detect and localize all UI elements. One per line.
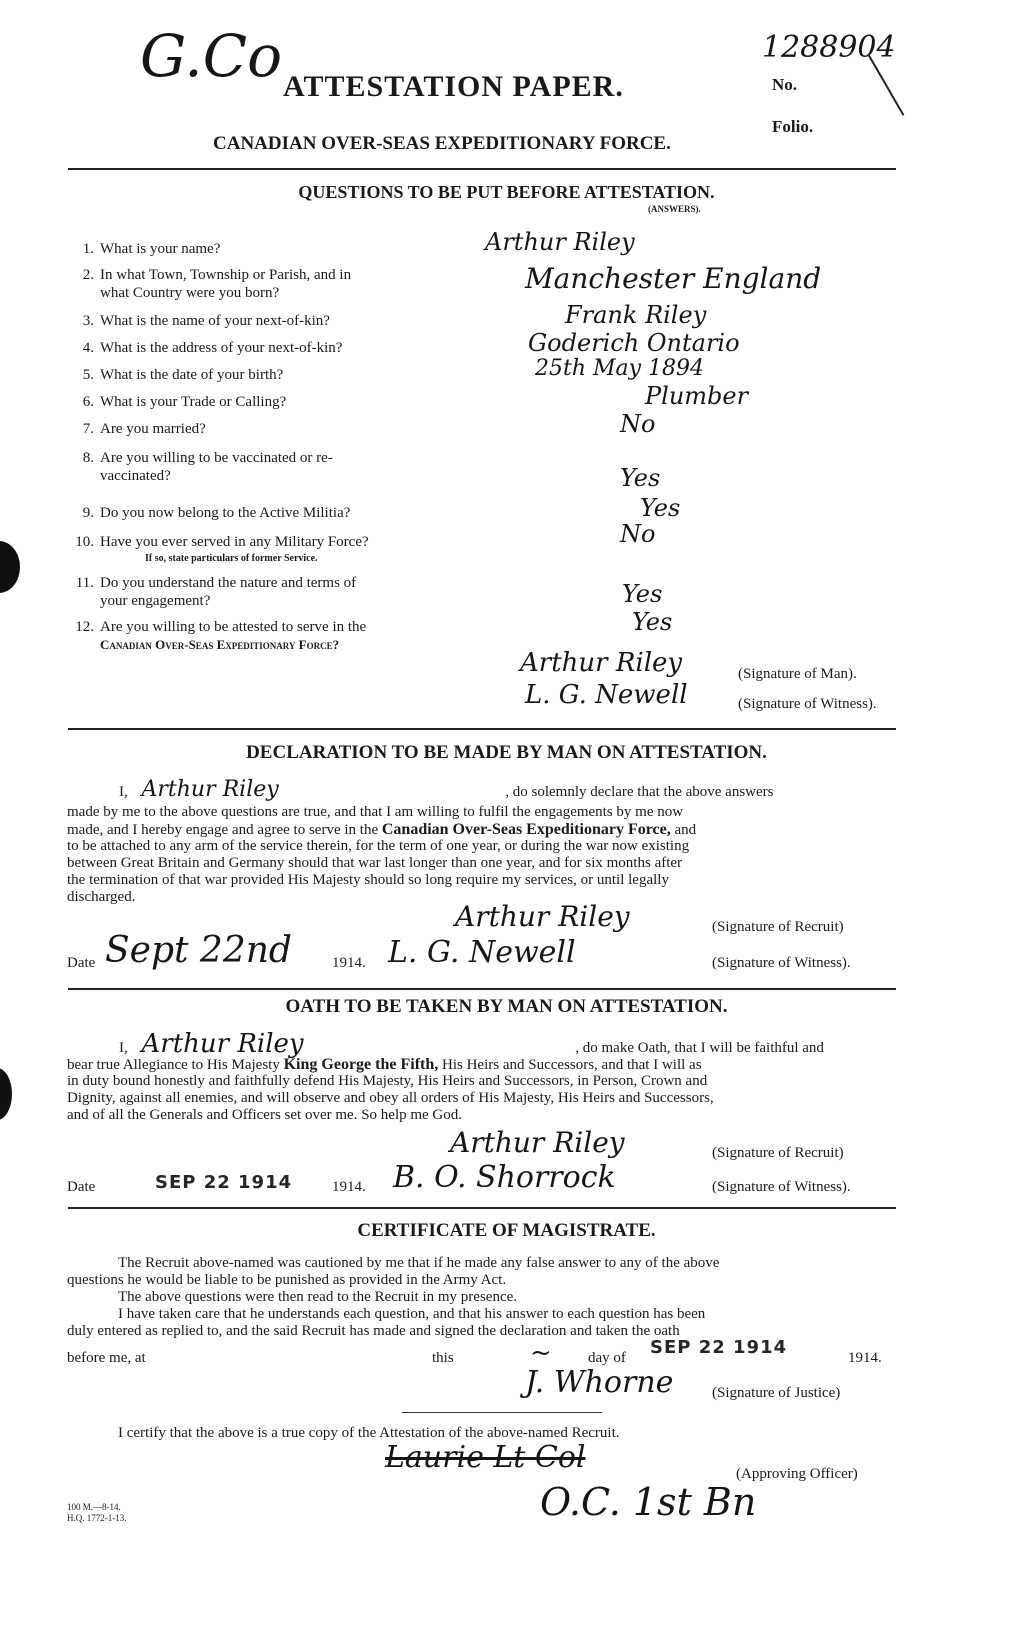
question-8: 8. Are you willing to be vaccinated or re- vaccinated?: [82, 450, 333, 484]
declaration-line-7: discharged.: [67, 889, 136, 905]
oath-line-5: and of all the Generals and Officers set over me. So help me God.: [67, 1107, 463, 1123]
declaration-line-3: made, and I hereby engage and agree to serve in the Canadian Over-Seas Expeditionary Force, and: [67, 821, 697, 838]
answer-7: No: [620, 410, 656, 438]
question-9: 9. Do you now belong to the Active Militia?: [82, 505, 351, 521]
oath-line-3: in duty bound honestly and faithfully defend His Majesty, His Heirs and Successors, in Person, Crown and: [67, 1073, 708, 1089]
question-11: 11. Do you understand the nature and terms of your engagement?: [75, 575, 357, 609]
declaration-line-5: between Great Britain and Germany should that war last longer than one year, and for six months after: [67, 855, 683, 871]
certificate-day-mark: ~: [530, 1338, 552, 1368]
signature-of-justice-label: (Signature of Justice): [712, 1385, 841, 1401]
declaration-signature-recruit: Arthur Riley: [455, 900, 630, 933]
signature-of-justice: J. Whorne: [525, 1365, 674, 1400]
certificate-date-stamp: SEP 22 1914: [650, 1337, 788, 1358]
declaration-heading: DECLARATION TO BE MADE BY MAN ON ATTESTATION.: [246, 742, 767, 763]
certificate-before-me-at: before me, at: [67, 1350, 146, 1366]
declaration-date: Sept 22nd: [105, 930, 292, 971]
oath-signature-witness: B. O. Shorrock: [393, 1160, 616, 1195]
signature-of-man: Arthur Riley: [520, 648, 683, 678]
oath-year: 1914.: [332, 1179, 366, 1195]
certify-true-copy: I certify that the above is a true copy of the Attestation of the above-named Recruit.: [118, 1425, 620, 1441]
question-7: 7. Are you married?: [82, 421, 206, 437]
approving-officer-signature: Laurie Lt Col: [385, 1440, 586, 1475]
oath-line-4: Dignity, against all enemies, and will observe and obey all orders of His Majesty, His Heirs and Successors,: [67, 1090, 714, 1106]
answer-9: Yes: [640, 494, 681, 522]
answer-11: Yes: [622, 580, 663, 608]
certificate-line-2: questions he would be liable to be punished as provided in the Army Act.: [67, 1272, 507, 1288]
question-10-note: If so, state particulars of former Service.: [145, 553, 318, 564]
answer-8: Yes: [620, 464, 661, 492]
answer-2: Manchester England: [525, 262, 822, 295]
certificate-line-1: The Recruit above-named was cautioned by me that if he made any false answer to any of the above: [118, 1255, 720, 1271]
regimental-number: 1288904: [762, 30, 896, 65]
certificate-day-of: day of: [588, 1350, 626, 1366]
declaration-date-label: Date: [67, 955, 96, 971]
divider-questions: [68, 728, 896, 730]
answers-label: (ANSWERS).: [648, 204, 701, 214]
question-12: 12. Are you willing to be attested to serve in the Canadian Over-Seas Expeditionary Force?: [75, 619, 367, 652]
signature-of-witness-1-label: (Signature of Witness).: [738, 696, 877, 712]
declaration-signature-recruit-label: (Signature of Recruit): [712, 919, 844, 935]
answer-3: Frank Riley: [565, 301, 707, 329]
punch-hole-upper: [0, 541, 20, 593]
oath-line-2: bear true Allegiance to His Majesty King George the Fifth, His Heirs and Successors, and that I will as: [67, 1056, 702, 1073]
answer-6: Plumber: [645, 382, 749, 410]
signature-of-man-label: (Signature of Man).: [738, 666, 857, 682]
question-3: 3. What is the name of your next-of-kin?: [82, 313, 330, 329]
no-label: No.: [772, 75, 798, 94]
certificate-line-4: I have taken care that he understands each question, and that his answer to each question has been: [118, 1306, 706, 1322]
question-10: 10. Have you ever served in any Military Force?: [75, 534, 369, 550]
question-6: 6. What is your Trade or Calling?: [82, 394, 287, 410]
question-1: 1. What is your name?: [82, 241, 221, 257]
initials-handwritten: G.Co: [140, 22, 282, 90]
form-title: ATTESTATION PAPER.: [283, 70, 624, 103]
divider-certificate: [402, 1412, 602, 1413]
declaration-name: Arthur Riley: [141, 777, 279, 802]
answer-10: No: [620, 520, 656, 548]
form-code-1: 100 M.—8-14.: [67, 1502, 121, 1512]
oath-line-1: I, Arthur Riley , do make Oath, that I will be faithful and: [119, 1029, 824, 1059]
questions-heading: QUESTIONS TO BE PUT BEFORE ATTESTATION.: [298, 182, 715, 202]
punch-hole-lower: [0, 1068, 12, 1120]
certificate-this: this: [432, 1350, 454, 1366]
declaration-line-4: to be attached to any arm of the service therein, for the term of one year, or during the war now existing: [67, 838, 690, 854]
oath-signature-recruit: Arthur Riley: [450, 1126, 625, 1159]
force-subtitle: CANADIAN OVER-SEAS EXPEDITIONARY FORCE.: [213, 133, 671, 154]
divider-oath: [68, 1207, 896, 1209]
answer-5: 25th May 1894: [535, 356, 705, 381]
oath-date-stamp: SEP 22 1914: [155, 1172, 293, 1193]
declaration-line-1: I, Arthur Riley , do solemnly declare that the above answers: [119, 777, 774, 802]
oath-signature-recruit-label: (Signature of Recruit): [712, 1145, 844, 1161]
certificate-line-3: The above questions were then read to the Recruit in my presence.: [118, 1289, 518, 1305]
certificate-line-5: duly entered as replied to, and the said Recruit has made and signed the declaration and taken the oath: [67, 1323, 680, 1339]
certificate-year: 1914.: [848, 1350, 882, 1366]
certificate-heading: CERTIFICATE OF MAGISTRATE.: [357, 1220, 656, 1241]
oath-heading: OATH TO BE TAKEN BY MAN ON ATTESTATION.: [285, 996, 728, 1017]
answer-12: Yes: [632, 608, 673, 636]
unit-annotation: O.C. 1st Bn: [540, 1480, 757, 1524]
declaration-signature-witness-label: (Signature of Witness).: [712, 955, 851, 971]
declaration-signature-witness: L. G. Newell: [388, 935, 576, 970]
question-4: 4. What is the address of your next-of-kin?: [82, 340, 343, 356]
divider-top: [68, 168, 896, 170]
declaration-line-6: the termination of that war provided His Majesty should so long require my services, or until legally: [67, 872, 669, 888]
oath-signature-witness-label: (Signature of Witness).: [712, 1179, 851, 1195]
oath-name: Arthur Riley: [141, 1029, 304, 1059]
approving-officer-label: (Approving Officer): [736, 1466, 858, 1482]
declaration-line-2: made by me to the above questions are true, and that I am willing to fulfil the engagements by me now: [67, 804, 684, 820]
signature-of-witness-1: L. G. Newell: [525, 680, 688, 710]
question-5: 5. What is the date of your birth?: [82, 367, 284, 383]
answer-4: Goderich Ontario: [528, 329, 740, 357]
answer-1: Arthur Riley: [485, 228, 635, 256]
question-2: 2. In what Town, Township or Parish, and in what Country were you born?: [82, 267, 352, 301]
folio-label: Folio.: [772, 117, 814, 136]
form-code-2: H.Q. 1772-1-13.: [67, 1513, 127, 1523]
oath-date-label: Date: [67, 1179, 96, 1195]
declaration-year: 1914.: [332, 955, 366, 971]
divider-declaration: [68, 988, 896, 990]
